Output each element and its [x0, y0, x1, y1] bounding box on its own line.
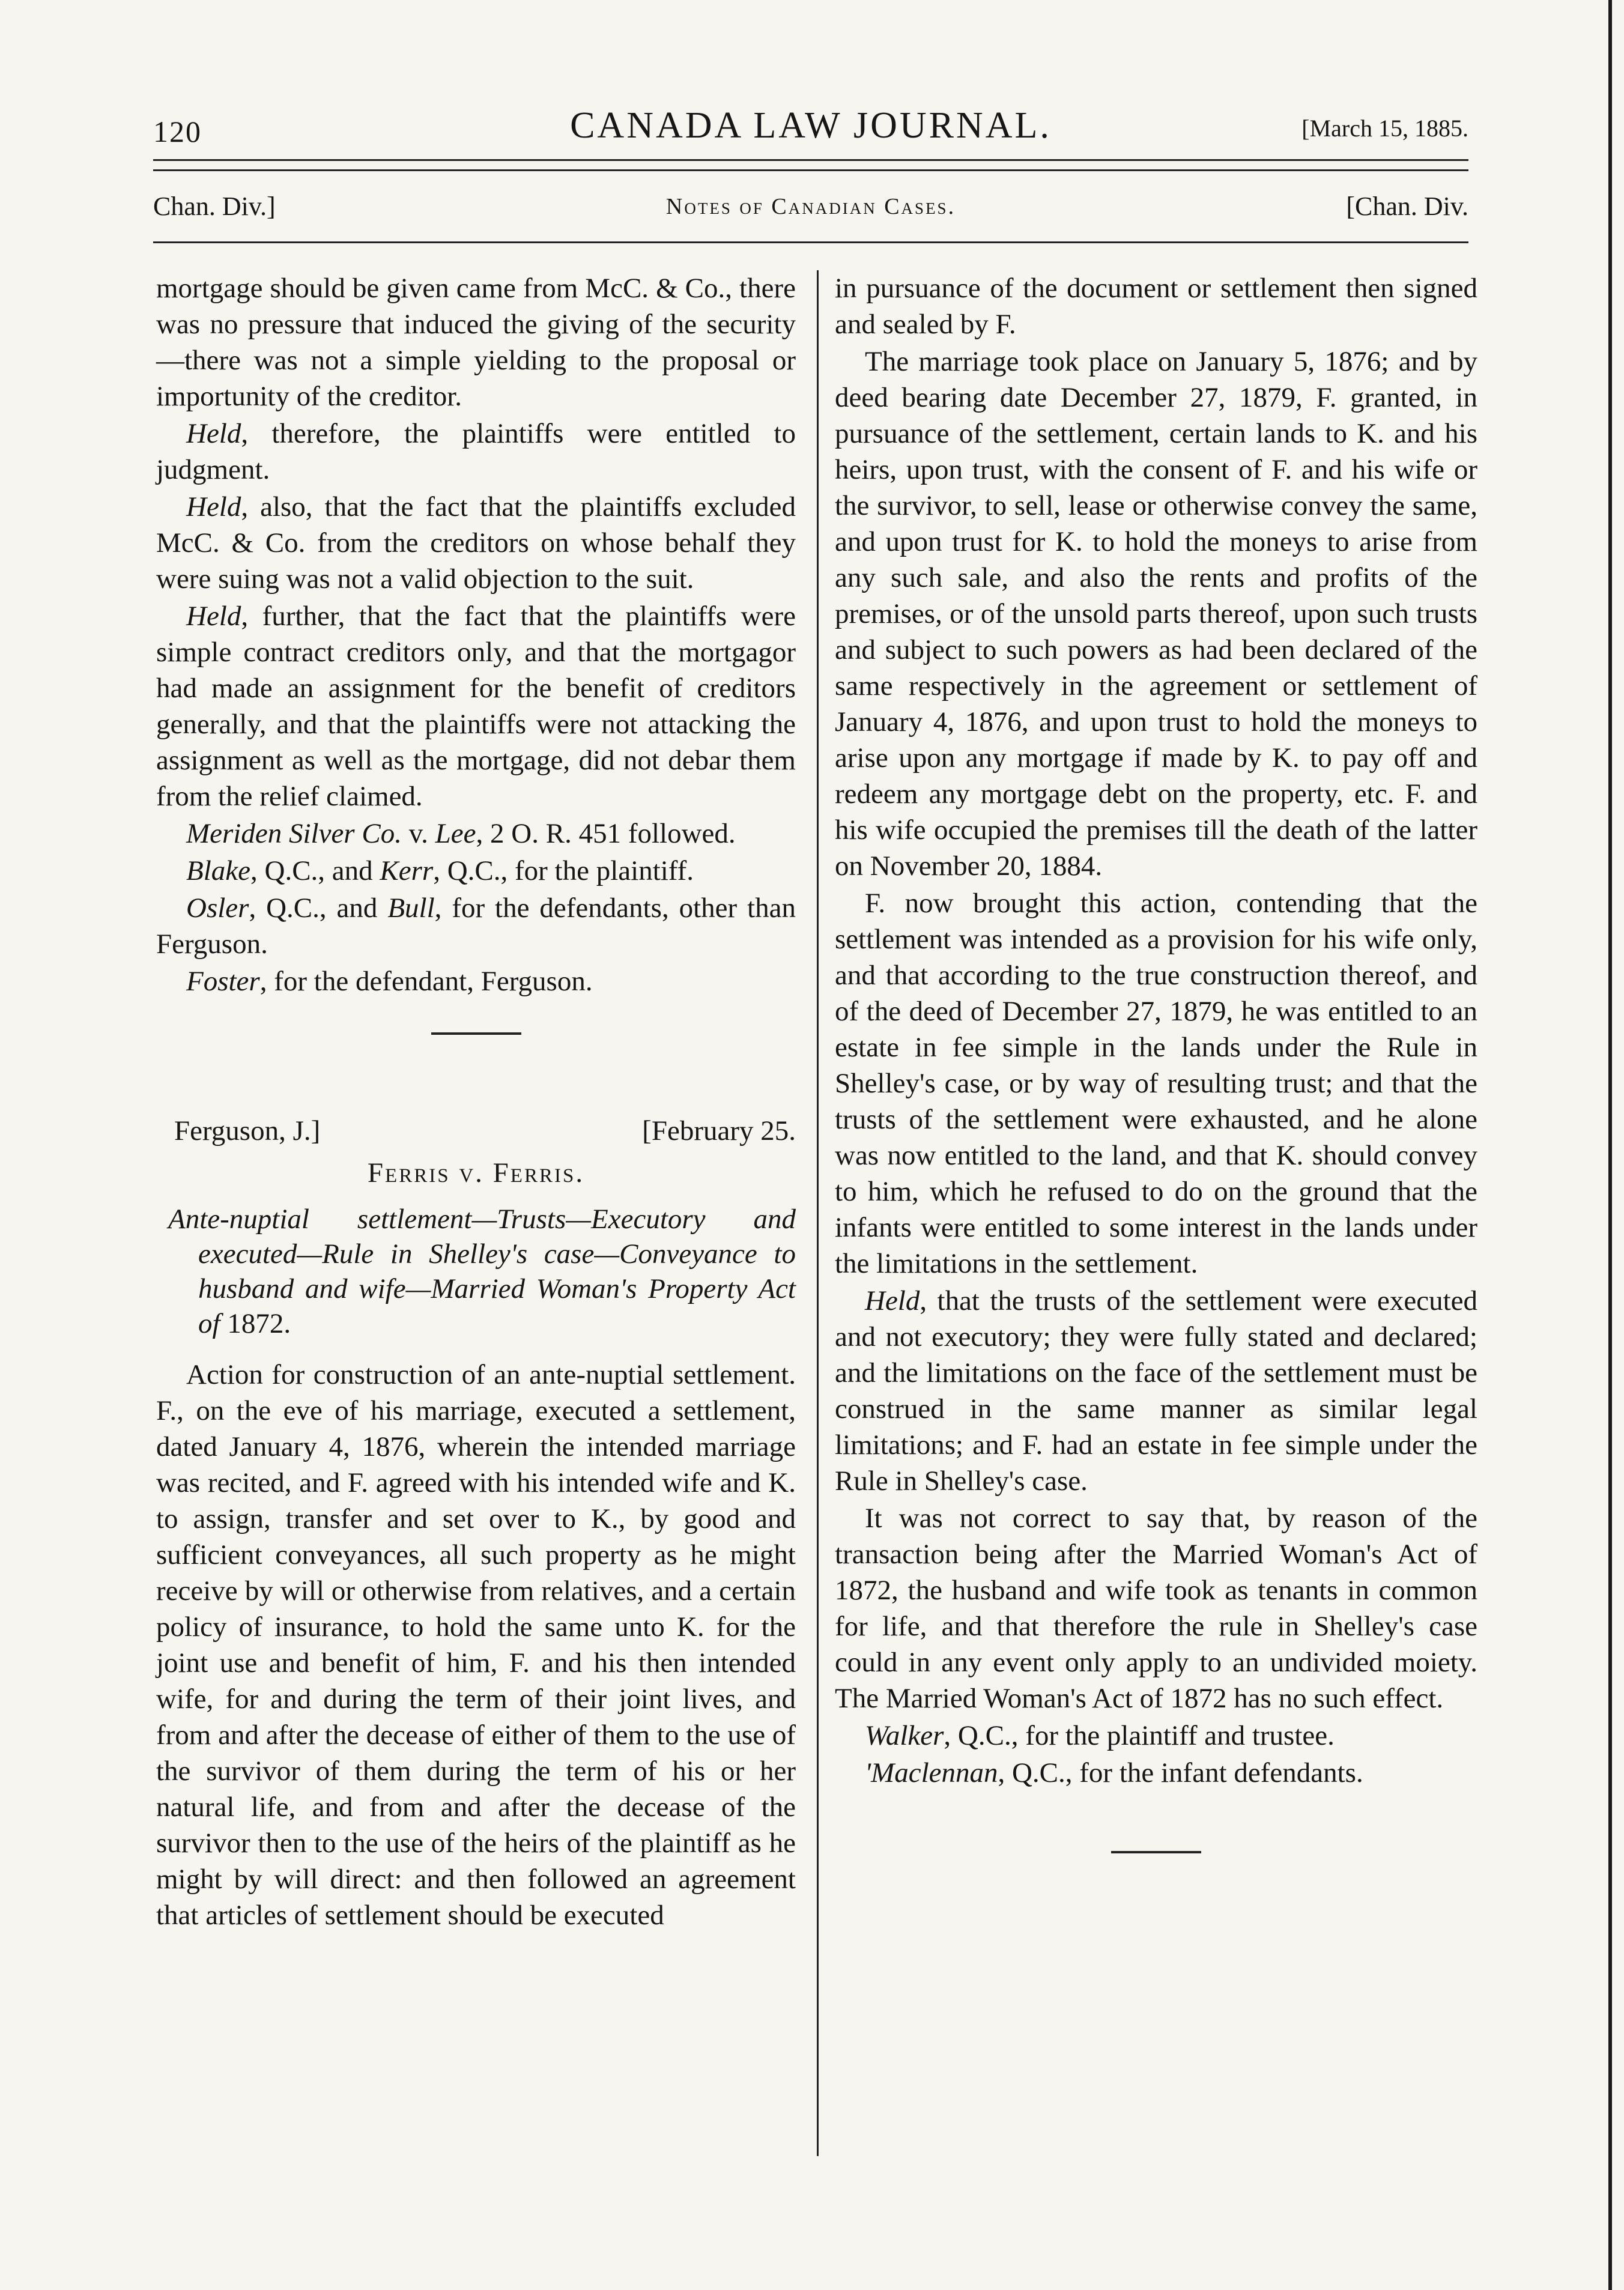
counsel-line: Blake, Q.C., and Kerr, Q.C., for the plaintiff. — [186, 855, 694, 886]
headnote: Ante-nuptial settlement—Trusts—Executory and executed—Rule in Shelley's case—Conveyance to husband and wife—Married Woman's Property Act of 1872. — [168, 1204, 796, 1339]
page-number: 120 — [153, 115, 202, 148]
subheader-right: [Chan. Div. — [1346, 192, 1468, 221]
counsel-line: Osler, Q.C., and Bull, for the defendants, other than Ferguson. — [156, 892, 796, 960]
paragraph: Held, also, that the fact that the plaintiffs excluded McC. & Co. from the creditors on whose behalf they were suing was not a valid objection to the suit. — [156, 491, 796, 595]
paragraph: Held, further, that the fact that the plaintiffs were simple contract creditors only, and that the mortgagor had made an assignment for the benefit of creditors generally, and that the plaintiffs were not attacking the assignment as well as the mortgage, did not debar them from the relief claimed. — [156, 601, 796, 812]
left-column — [156, 270, 796, 1934]
case-date: [February 25. — [642, 1115, 796, 1147]
subheader-center: Notes of Canadian Cases. — [665, 194, 956, 219]
header-date: [March 15, 1885. — [1301, 115, 1468, 142]
end-divider — [1111, 1851, 1201, 1853]
journal-title: CANADA LAW JOURNAL. — [570, 105, 1052, 146]
judge-name: Ferguson, J.] — [174, 1115, 321, 1147]
running-subheader — [153, 191, 1468, 227]
paragraph: F. now brought this action, contending that the settlement was intended as a provision for his wife only, and that according to the true construction thereof, and of the deed of December 27, 1879, he was entitled to an estate in fee simple in the lands under the Rule in Shelley's case, or by way of resulting trust; and that the trusts of the settlement were exhausted, and he alone was now entitled to the land, and that K. should convey to him, which he refused to do on the ground that the infants were entitled to some interest in the lands under the limitations in the settlement. — [835, 888, 1477, 1279]
paragraph: mortgage should be given came from McC. & Co., there was no pressure that induced the giving of the security—there was not a simple yielding to the proposal or importunity of the creditor. — [156, 273, 796, 412]
page-header — [153, 102, 1468, 150]
paragraph: The marriage took place on January 5, 1876; and by deed bearing date December 27, 1879, F. granted, in pursuance of the settlement, certain lands to K. and his heirs, upon trust, with the consent of F. and his wife or the survivor, to sell, lease or otherwise convey the same, and upon trust for K. to hold the moneys to arise from any such sale, and also the rents and profits of the premises, or of the unsold parts thereof, upon such trusts and subject to such powers as had been declared of the same respectively in the agreement or settlement of January 4, 1876, and upon trust to hold the moneys to arise upon any mortgage if made by K. to pay off and redeem any mortgage debt on the property, etc. F. and his wife occupied the premises till the death of the latter on November 20, 1884. — [835, 346, 1477, 882]
right-column — [835, 270, 1477, 1853]
paragraph: Held, therefore, the plaintiffs were entitled to judgment. — [156, 418, 796, 485]
case-title: Ferris v. Ferris. — [367, 1157, 585, 1189]
subheader-left: Chan. Div.] — [153, 192, 276, 221]
judge-line — [156, 1113, 796, 1149]
paragraph: in pursuance of the document or settlement then signed and sealed by F. — [835, 273, 1477, 340]
paragraph: Held, that the trusts of the settlement were executed and not executory; they were fully stated and declared; and the limitations on the face of the settlement must be construed in the same manner as similar legal limitations; and F. had an estate in fee simple under the Rule in Shelley's case. — [835, 1285, 1477, 1497]
section-divider — [431, 1032, 521, 1035]
paragraph: It was not correct to say that, by reason of the transaction being after the Married Woman's Act of 1872, the husband and wife took as tenants in common for life, and that therefore the rule in Shelley's case could in any event only apply to an undivided moiety. The Married Woman's Act of 1872 has no such effect. — [835, 1503, 1477, 1714]
page-edge — [1608, 0, 1612, 2290]
header-double-rule — [153, 159, 1468, 171]
counsel-line: Walker, Q.C., for the plaintiff and trustee. — [865, 1720, 1335, 1751]
subheader-rule — [153, 241, 1468, 243]
counsel-line: 'Maclennan, Q.C., for the infant defendants. — [865, 1757, 1363, 1789]
paragraph: Action for construction of an ante-nuptial settlement. F., on the eve of his marriage, executed a settlement, dated January 4, 1876, wherein the intended marriage was recited, and F. agreed with his intended wife and K. to assign, transfer and set over to K., by good and sufficient conveyances, all such property as he might receive by will or otherwise from relatives, and a certain policy of insurance, to hold the same unto K. for the joint use and benefit of him, F. and his then intended wife, for and during the term of their joint lives, and from and after the decease of either of them to the use of the survivor of them during the term of his or her natural life, and from and after the decease of the survivor then to the use of the heirs of the plaintiff as he might by will direct: and then followed an agreement that articles of settlement should be executed — [156, 1359, 796, 1931]
column-divider — [817, 270, 819, 2156]
counsel-line: Foster, for the defendant, Ferguson. — [186, 966, 593, 997]
case-citation: Meriden Silver Co. v. Lee, 2 O. R. 451 followed. — [186, 818, 736, 849]
